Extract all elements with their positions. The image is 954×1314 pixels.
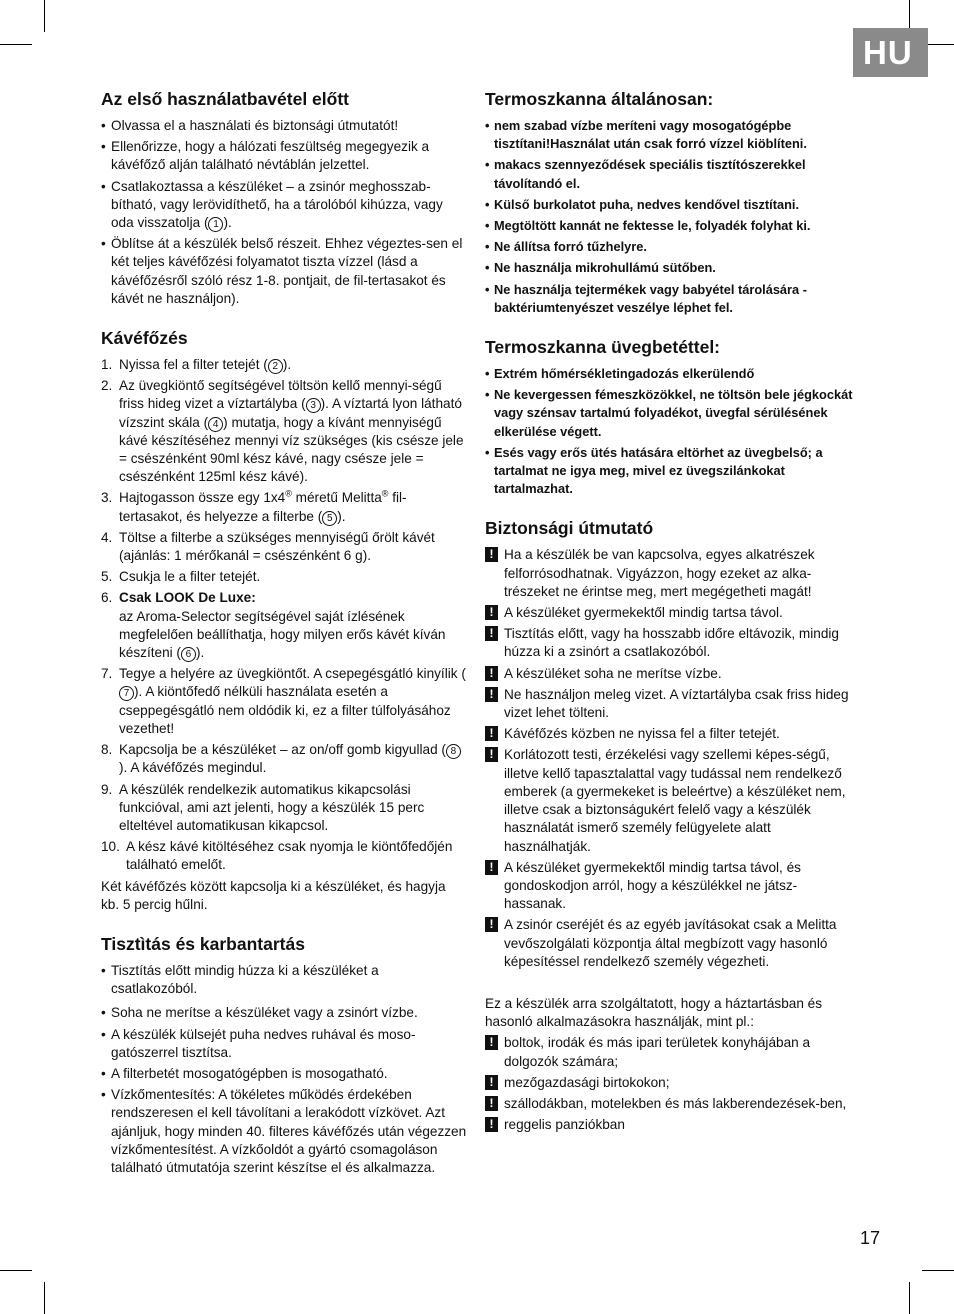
warning-icon: ! [485, 626, 498, 641]
warning-item: ! A zsinór cseréjét és az egyéb javításokat csak a Melitta vevőszolgálati központja által megbízott vagy hasonló képesítéssel rendelkező személy végezheti. [485, 916, 853, 971]
warning-item: ! Korlátozott testi, érzékelési vagy szellemi képes-ségű, illetve kellő tapasztalattal vagy tudással nem rendelkező emberek (a gyermekeket is beleértve) a készüléket nem, illetve csak a biztonságukért felelő vagy a készülék használatát ismerő személy felügyelete alatt használhatják. [485, 746, 853, 855]
warning-icon: ! [485, 917, 498, 932]
list-item: • Ne használja mikrohullámú sütőben. [485, 260, 716, 276]
warning-icon: ! [485, 687, 498, 702]
warning-item: ! A készüléket soha ne merítse vízbe. [485, 665, 853, 683]
warning-item: ! boltok, irodák és más ipari területek konyhájában a dolgozók számára; [485, 1034, 853, 1070]
section-title-cleaning: Tisztìtás és karbantartás [101, 933, 305, 954]
warning-icon: ! [485, 1075, 498, 1090]
warning-item: ! Tisztítás előtt, vagy ha hosszabb időre eltávozik, mindig húzza ki a zsinórt a csatlakozóból. [485, 625, 853, 661]
step-item: 3. Hajtogasson össze egy 1x4® méretű Melitta® fil-tertasakot, és helyezze a filterbe ( 5 ). [101, 488, 407, 524]
crop-mark [922, 1270, 954, 1271]
callout-number: 7 [119, 686, 134, 701]
step-item: 2. Az üvegkiöntő segítségével töltsön kellő mennyi-ségű friss hideg vizet a víztartályba ( 3 ). A víztartá lyon látható vízszint skála ( 4 ) mutatja, hogy a kívánt mennyiségű kávé készítéséhez mennyi víz szükséges (kis csésze jele = csészénként 90ml kész kávé, nagy csésze jele = csészénként 125ml kész kávé). [101, 378, 464, 485]
list-item: • Öblítse át a készülék belső részeit. Ehhez végeztes-sen el két teljes kávéfőzési folyamatot tiszta vízzel (lásd a kávéfőzésről szóló rész 1-8. pontjait, de fil-tertasakot és kávét ne használjon). [101, 236, 463, 306]
page-number: 17 [860, 1228, 881, 1248]
list-item: • nem szabad vízbe meríteni vagy mosogatógépbe tisztítani!Használat után csak forró vízzel kiöblíteni. [485, 118, 807, 152]
warning-item: ! szállodákban, motelekben és más lakberendezések-ben, [485, 1095, 853, 1113]
list-item: • Külső burkolatot puha, nedves kendővel tisztítani. [485, 196, 800, 212]
callout-number: 2 [268, 359, 283, 374]
warning-item: ! Ne használjon meleg vizet. A víztartályba csak friss hideg vizet lehet tölteni. [485, 686, 853, 722]
list-item: • Esés vagy erős ütés hatására eltörhet az üvegbelső; a tartalmat ne igya meg, mivel ez üvegszilánkokat tartalmazhat. [485, 444, 823, 497]
warning-item: ! mezőgazdasági birtokokon; [485, 1074, 853, 1092]
list-item: • Vízkőmentesítés: A tökéletes működés érdekében rendszeresen el kell távolítani a lerakódott vízkövet. Azt ajánljuk, hogy minden 40. filteres kávéfőzés után végezzen vízkőmentesítést. A vízkőoldót a gyártó csomagoláson található útmutatója szerint készítse el és alkalmazza. [101, 1087, 467, 1175]
brewing-steps [101, 356, 467, 874]
section-title-thermos-glass: Termoszkanna üvegbetéttel: [485, 337, 721, 358]
section-title-thermos-general: Termoszkanna általánosan: [485, 89, 714, 109]
step-item: 5. Csukja le a filter tetejét. [101, 569, 261, 585]
warning-icon: ! [485, 860, 498, 875]
callout-number: 4 [208, 417, 223, 432]
warning-icon: ! [485, 547, 498, 562]
crop-mark [0, 44, 32, 45]
intended-use-list [485, 1034, 853, 1134]
list-item: • A készülék külsejét puha nedves ruhával és moso-gatószerrel tisztítsa. [101, 1026, 416, 1060]
brewing-note: Két kávéfőzés között kapcsolja ki a készüléket, és hagyja kb. 5 percig hűlni. [101, 878, 446, 912]
step-item: 9. A készülék rendelkezik automatikus kikapcsolási funkcióval, ami azt jelenti, hogy a készülék 15 perc elteltével automatikusan kikapcsol. [101, 781, 425, 833]
warning-icon: ! [485, 666, 498, 681]
list-item: • Ne állítsa forró tűzhelyre. [485, 239, 647, 255]
list-item: • Csatlakoztassa a készüléket – a zsinór meghosszab-bítható, vagy lerövidíthető, ha a tárolóból kihúzza, vagy oda visszatolja ( 1 ). [101, 178, 443, 231]
section-title-brewing: Kávéfőzés [101, 328, 188, 349]
section-title-safety: Biztonsági útmutató [485, 518, 654, 539]
warning-icon: ! [485, 1035, 498, 1050]
callout-number: 1 [208, 217, 223, 232]
list-item: • Megtöltött kannát ne fektesse le, folyadék folyhat ki. [485, 218, 811, 234]
list-item: • Ellenőrizze, hogy a hálózati feszültség megegyezik a kávéfőző alján található névtáblán jelzettel. [101, 139, 430, 173]
crop-mark [0, 1270, 32, 1271]
cleaning-list [101, 962, 467, 1177]
warning-icon: ! [485, 1096, 498, 1111]
step-item: 1. Nyissa fel a filter tetejét ( 2 ). [101, 357, 292, 373]
list-item: • Olvassa el a használati és biztonsági útmutatót! [101, 118, 399, 133]
crop-mark [909, 1282, 910, 1314]
section-title-first-use: Az első használatbavétel előtt [101, 89, 349, 109]
list-item: • Ne kevergessen fémeszközökkel, ne töltsön bele jégkockát vagy szénsav tartalmú folyadékot, üvegfal sérülésének elkerülése végett. [485, 387, 853, 439]
list-item: • Tisztítás előtt mindig húzza ki a készüléket a csatlakozóból. [101, 962, 379, 997]
language-tab: HU [853, 28, 928, 77]
step-item: 7. Tegye a helyére az üvegkiöntőt. A csepegésgátló kinyílik (7 ). A kiöntőfedő nélküli használata esetén a cseppegésgátló nem oldódik ki, ez a filter túlfolyásához vezethet! [101, 666, 466, 736]
crop-mark [44, 0, 45, 32]
list-item: • makacs szennyeződések speciális tisztítószerekkel távolítandó el. [485, 157, 806, 191]
step-item: 6. Csak LOOK De Luxe: az Aroma-Selector segítségével saját ízlésének megfelelően beállíthatja, hogy milyen erős kávét kíván készíteni ( 6 ). [101, 590, 446, 661]
step-item: 10. A kész kávé kitöltéséhez csak nyomja le kiöntőfedőjén található emelőt. [101, 839, 453, 873]
warning-item: ! Kávéfőzés közben ne nyissa fel a filter tetejét. [485, 725, 853, 743]
left-column [101, 88, 467, 1180]
warning-icon: ! [485, 747, 498, 762]
safety-list [485, 546, 853, 970]
callout-number: 8 [446, 744, 461, 759]
callout-number: 6 [181, 647, 196, 662]
thermos-general-list [485, 117, 853, 317]
crop-mark [44, 1282, 45, 1314]
step-item: 8. Kapcsolja be a készüléket – az on/off gomb kigyullad ( 8). A kávéfőzés megindul. [101, 741, 467, 777]
list-item: • A filterbetét mosogatógépben is mosogatható. [101, 1065, 388, 1081]
warning-item: ! A készüléket gyermekektől mindig tartsa távol, és gondoskodjon arról, hogy a készülékkel ne játsz-hassanak. [485, 859, 853, 914]
thermos-glass-list [485, 365, 853, 498]
warning-item: ! A készüléket gyermekektől mindig tartsa távol. [485, 604, 853, 622]
callout-number: 5 [322, 511, 337, 526]
warning-icon: ! [485, 1117, 498, 1132]
list-item: • Ne használja tejtermékek vagy babyétel tárolására - baktériumtenyészet veszélye léphet fel. [485, 281, 807, 315]
callout-number: 3 [306, 398, 321, 413]
first-use-list [101, 117, 467, 308]
warning-icon: ! [485, 726, 498, 741]
right-column [485, 88, 853, 1137]
list-item: • Extrém hőmérsékletingadozás elkerülendő [485, 366, 755, 382]
warning-item: ! reggelis panziókban [485, 1116, 853, 1134]
list-item: • Soha ne merítse a készüléket vagy a zsinórt vízbe. [101, 1005, 418, 1021]
warning-icon: ! [485, 605, 498, 620]
intended-use-intro: Ez a készülék arra szolgáltatott, hogy a háztartásban és hasonló alkalmazásokra használják, mint pl.: [485, 995, 823, 1030]
step-item: 4. Töltse a filterbe a szükséges mennyiségű őrölt kávét (ajánlás: 1 mérőkanál = csészénként 6 g). [101, 529, 435, 564]
warning-item: ! Ha a készülék be van kapcsolva, egyes alkatrészek felforrósodhatnak. Vigyázzon, hogy ezeket az alka-trészeket ne érintse meg, mert megégetheti magát! [485, 546, 853, 601]
